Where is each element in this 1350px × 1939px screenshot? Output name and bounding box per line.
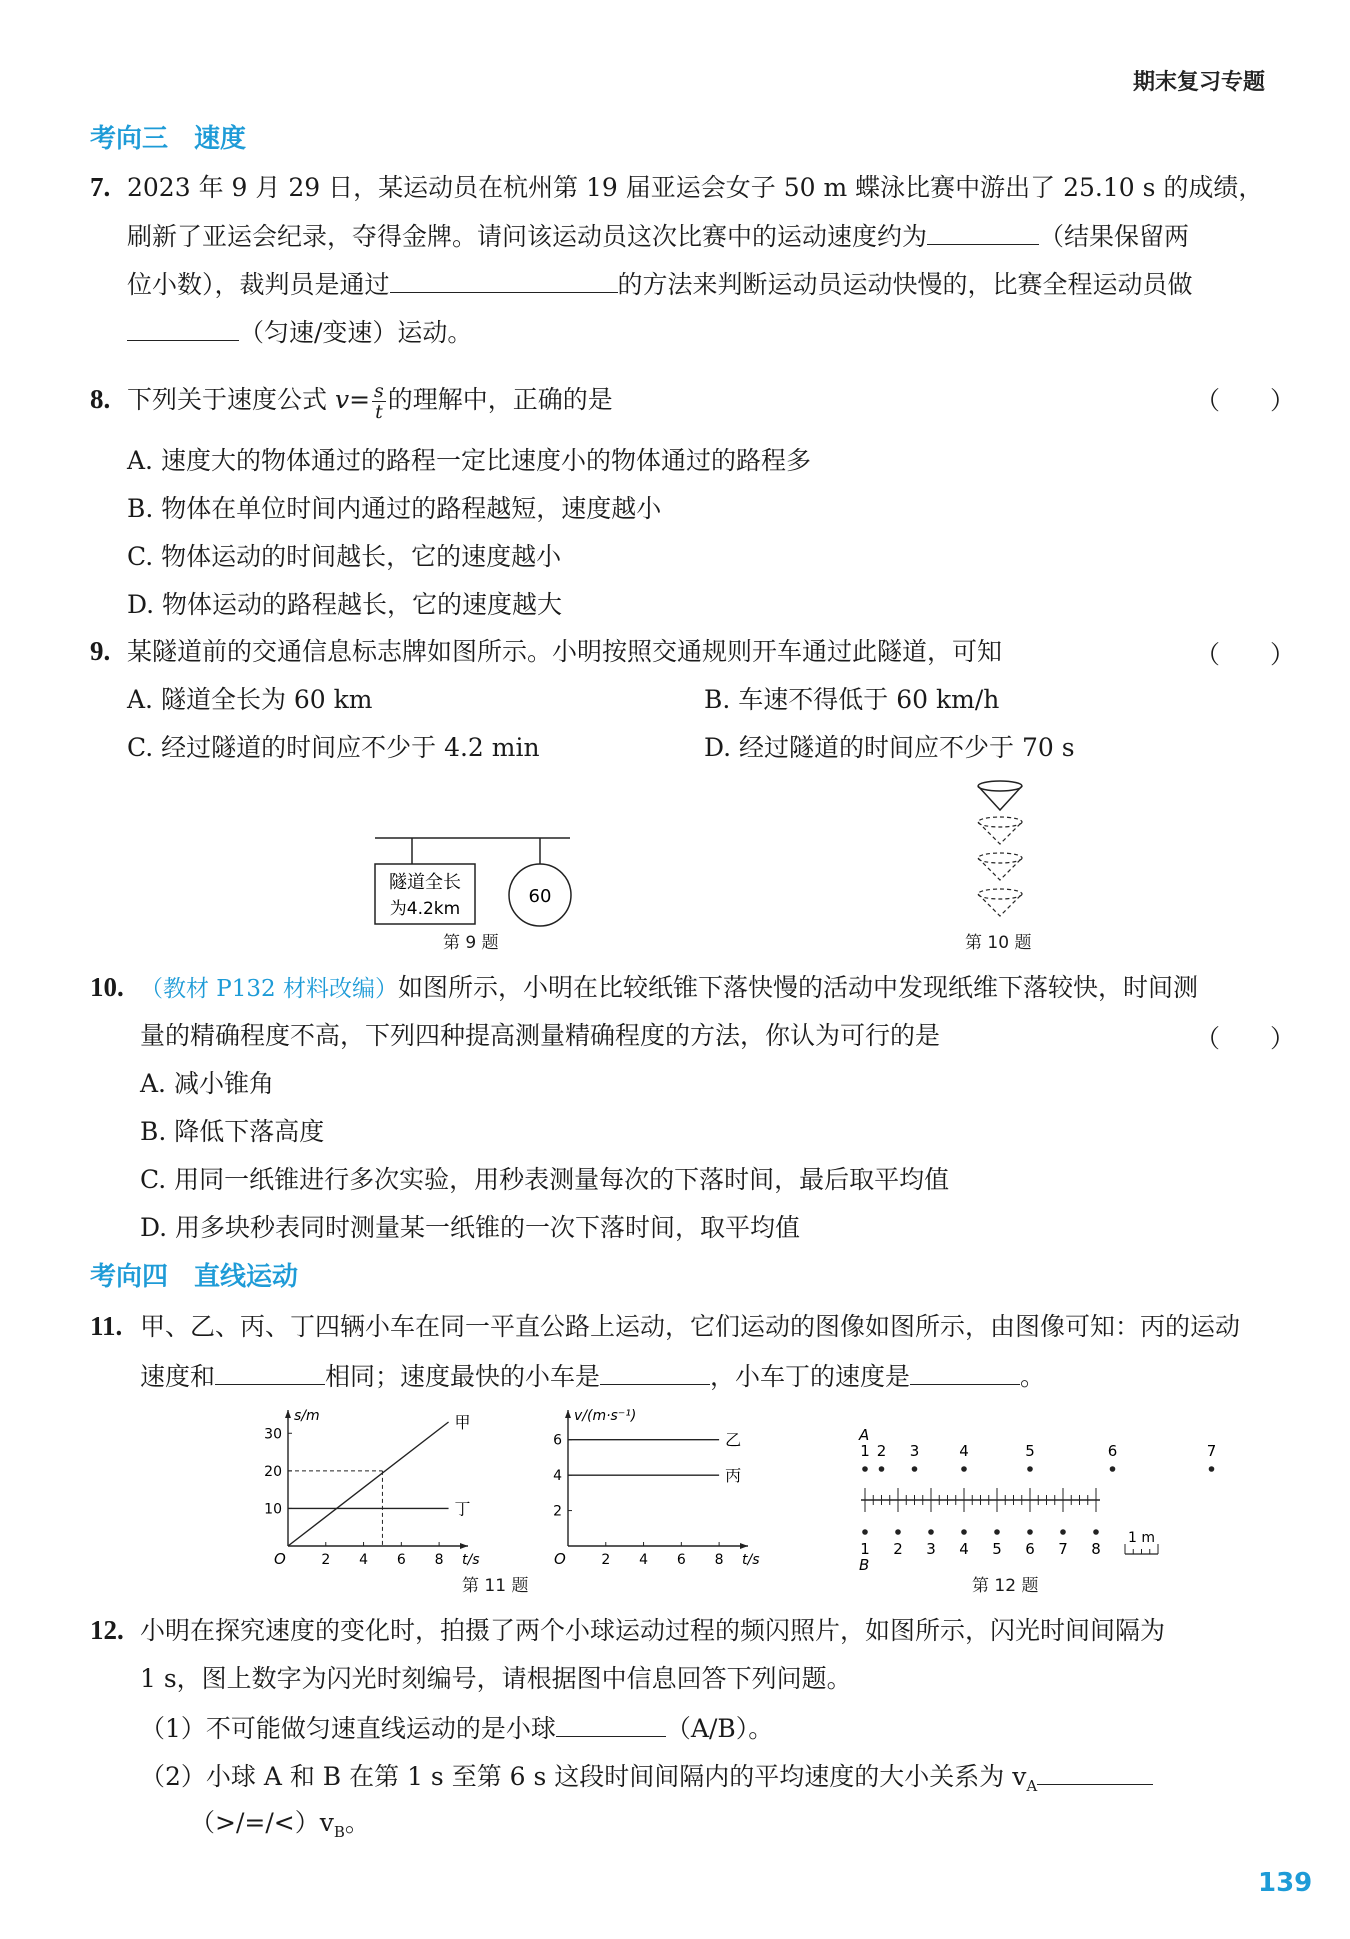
text-run: （>/=/<）v bbox=[190, 1808, 334, 1837]
chart-marks bbox=[568, 1431, 741, 1485]
sign-text: 隧道全长 bbox=[389, 872, 461, 893]
answer-parentheses[interactable]: （ ） bbox=[1195, 1024, 1296, 1053]
ball-b-position bbox=[1060, 1529, 1066, 1535]
option-d[interactable]: D. 用多块秒表同时测量某一纸锥的一次下落时间，取平均值 bbox=[140, 1213, 801, 1242]
question-text: 某隧道前的交通信息标志牌如图所示。小明按照交通规则开车通过此隧道，可知 bbox=[127, 637, 1003, 666]
question-text: 小明在探究速度的变化时，拍摄了两个小球运动过程的频闪照片，如图所示，闪光时间间隔为 bbox=[140, 1616, 1166, 1645]
paper-cone bbox=[978, 781, 1022, 791]
text-run: 速度和 bbox=[140, 1362, 216, 1391]
sign-text: 为4.2km bbox=[389, 899, 461, 919]
series-label: 丁 bbox=[454, 1499, 471, 1519]
flash-number-b: 4 bbox=[959, 1540, 969, 1558]
answer-blank[interactable] bbox=[556, 1710, 666, 1737]
fraction-numerator: s bbox=[374, 380, 384, 402]
option-b[interactable]: B. 物体在单位时间内通过的路程越短，速度越小 bbox=[127, 494, 662, 523]
question-text: 量的精确程度不高，下列四种提高测量精确程度的方法，你认为可行的是 bbox=[140, 1021, 941, 1050]
flash-number-a: 6 bbox=[1107, 1442, 1118, 1460]
x-tick-label: 2 bbox=[321, 1552, 331, 1568]
section-title-linear-motion: 考向四 直线运动 bbox=[90, 1262, 299, 1292]
text-run: （A/B）。 bbox=[665, 1714, 774, 1743]
fraction-denominator: t bbox=[375, 401, 383, 423]
formula-fraction bbox=[372, 381, 386, 422]
option-b[interactable]: B. 车速不得低于 60 km/h bbox=[704, 685, 1000, 714]
paper-cone-figure bbox=[965, 776, 1035, 924]
answer-blank[interactable] bbox=[127, 314, 239, 341]
text-run: 位小数），裁判员是通过 bbox=[127, 270, 390, 299]
question-text: 2023 年 9 月 29 日，某运动员在杭州第 19 届亚运会女子 50 m 蝶泳比赛中游出了 25.10 s 的成绩， bbox=[127, 173, 1264, 202]
header-title: 期末复习专题 bbox=[1133, 70, 1266, 95]
text-run: （匀速/变速）运动。 bbox=[239, 318, 473, 347]
question-number: 8. bbox=[90, 384, 111, 414]
option-b[interactable]: B. 降低下落高度 bbox=[140, 1117, 325, 1146]
question-number: 11. bbox=[90, 1311, 123, 1341]
v-t-chart bbox=[520, 1408, 770, 1578]
y-tick-label: 4 bbox=[553, 1468, 562, 1485]
ball-b-position bbox=[961, 1529, 967, 1535]
option-d[interactable]: D. 物体运动的路程越长，它的速度越大 bbox=[127, 590, 563, 619]
ball-b-position bbox=[1093, 1529, 1099, 1535]
x-tick-label: 2 bbox=[601, 1552, 611, 1568]
flash-number-a: 7 bbox=[1206, 1442, 1217, 1460]
question-text bbox=[127, 370, 613, 430]
option-c[interactable]: C. 用同一纸锥进行多次实验，用秒表测量每次的下落时间，最后取平均值 bbox=[140, 1165, 950, 1194]
question-text bbox=[140, 971, 1198, 1006]
option-d[interactable]: D. 经过隧道的时间应不少于 70 s bbox=[704, 733, 1075, 762]
x-axis-arrow bbox=[460, 1543, 468, 1549]
page-number: 139 bbox=[1258, 1868, 1313, 1898]
text-run: 刷新了亚运会纪录，夺得金牌。请问该运动员这次比赛中的运动速度约为 bbox=[127, 222, 928, 251]
text-run: （结果保留两 bbox=[1039, 222, 1190, 251]
text-run: 的方法来判断运动员运动快慢的，比赛全程运动员做 bbox=[617, 270, 1193, 299]
x-axis-label: t/s bbox=[742, 1552, 760, 1568]
answer-parentheses[interactable]: （ ） bbox=[1195, 640, 1296, 669]
series-line-甲 bbox=[288, 1422, 449, 1546]
ball-a-position bbox=[912, 1466, 918, 1472]
question-text bbox=[140, 1358, 1045, 1394]
option-a[interactable]: A. 减小锥角 bbox=[140, 1069, 274, 1098]
flash-number-a: 3 bbox=[909, 1442, 920, 1460]
y-axis-arrow bbox=[285, 1410, 291, 1418]
ball-a-position bbox=[961, 1466, 967, 1472]
x-tick-label: 8 bbox=[434, 1552, 444, 1568]
ball-b-position bbox=[928, 1529, 934, 1535]
x-tick-label: 4 bbox=[639, 1552, 649, 1568]
tunnel-sign-figure bbox=[360, 826, 580, 938]
flash-number-a: 2 bbox=[876, 1442, 887, 1460]
question-number: 9. bbox=[90, 636, 111, 666]
option-a[interactable]: A. 隧道全长为 60 km bbox=[127, 685, 373, 714]
figure-caption: 第 10 题 bbox=[965, 933, 1032, 953]
ball-b-position bbox=[1027, 1529, 1033, 1535]
x-axis-label: t/s bbox=[462, 1552, 480, 1568]
series-label: 乙 bbox=[725, 1430, 742, 1450]
flash-number-b: 5 bbox=[992, 1540, 1002, 1558]
question-number: 10. bbox=[90, 972, 124, 1002]
speed-limit-value: 60 bbox=[528, 886, 552, 907]
option-c[interactable]: C. 物体运动的时间越长，它的速度越小 bbox=[127, 542, 562, 571]
flash-number-a: 1 bbox=[860, 1442, 870, 1460]
ball-a-position bbox=[1027, 1466, 1033, 1472]
figure-caption: 第 12 题 bbox=[972, 1576, 1039, 1596]
ball-b-position bbox=[994, 1529, 1000, 1535]
ball-a-position bbox=[862, 1466, 868, 1472]
sub-question-2 bbox=[140, 1758, 1153, 1803]
text-run: 如图所示，小明在比较纸锥下落快慢的活动中发现纸维下落较快，时间测 bbox=[398, 973, 1199, 1002]
ball-b-label: B bbox=[859, 1556, 870, 1574]
series-label: 丙 bbox=[725, 1466, 742, 1486]
answer-blank[interactable] bbox=[927, 218, 1039, 245]
answer-blank[interactable] bbox=[910, 1358, 1020, 1385]
ball-a-label: A bbox=[859, 1426, 870, 1444]
flash-number-b: 8 bbox=[1091, 1540, 1101, 1558]
s-t-chart bbox=[240, 1408, 490, 1578]
y-tick-label: 2 bbox=[553, 1503, 562, 1520]
ball-a-position bbox=[1209, 1466, 1215, 1472]
ball-a-position bbox=[879, 1466, 885, 1472]
y-tick-label: 6 bbox=[553, 1432, 562, 1449]
question-text bbox=[127, 314, 472, 350]
cone-trace bbox=[978, 817, 1022, 916]
y-tick-label: 10 bbox=[264, 1501, 282, 1518]
formula-variable: v bbox=[334, 385, 350, 414]
answer-blank[interactable] bbox=[600, 1358, 710, 1385]
flash-number-b: 7 bbox=[1058, 1540, 1068, 1558]
answer-blank[interactable] bbox=[215, 1358, 325, 1385]
y-axis-arrow bbox=[565, 1410, 571, 1418]
x-axis-arrow bbox=[740, 1543, 748, 1549]
text-run: （2）小球 A 和 B 在第 1 s 至第 6 s 这段时间间隔内的平均速度的大小关系为 v bbox=[140, 1762, 1027, 1791]
text-run: ，小车丁的速度是 bbox=[710, 1362, 911, 1391]
chart-marks bbox=[288, 1413, 471, 1546]
question-text: 甲、乙、丙、丁四辆小车在同一平直公路上运动，它们运动的图像如图所示，由图像可知：丙的运动 bbox=[140, 1312, 1241, 1341]
question-number: 7. bbox=[90, 172, 111, 202]
flash-number-b: 3 bbox=[926, 1540, 936, 1558]
flash-number-b: 2 bbox=[893, 1540, 903, 1558]
subscript: B bbox=[333, 1823, 345, 1841]
scale-label: 1 m bbox=[1128, 1530, 1155, 1546]
x-tick-label: 4 bbox=[359, 1552, 369, 1568]
answer-blank[interactable] bbox=[390, 266, 618, 293]
sub-question-1 bbox=[140, 1710, 773, 1746]
sub-question-2-cont bbox=[190, 1806, 370, 1849]
question-text bbox=[127, 218, 1189, 254]
textbook-source: （教材 P132 材料改编） bbox=[140, 976, 398, 1002]
flash-number-a: 5 bbox=[1025, 1442, 1035, 1460]
text-run: 的理解中，正确的是 bbox=[387, 385, 613, 414]
question-text: 1 s，图上数字为闪光时刻编号，请根据图中信息回答下列问题。 bbox=[140, 1664, 852, 1693]
strobe-photo-figure bbox=[845, 1426, 1217, 1574]
text-run: 下列关于速度公式 bbox=[127, 385, 335, 414]
y-tick-label: 30 bbox=[264, 1426, 282, 1443]
figure-caption: 第 9 题 bbox=[443, 933, 499, 953]
ball-b-position bbox=[895, 1529, 901, 1535]
x-tick-label: 6 bbox=[396, 1552, 406, 1568]
question-text bbox=[127, 266, 1193, 302]
text-run: 。 bbox=[1020, 1362, 1046, 1391]
text-run: 。 bbox=[344, 1808, 370, 1837]
ball-a-position bbox=[1110, 1466, 1116, 1472]
flash-number-a: 4 bbox=[959, 1442, 969, 1460]
flash-number-b: 6 bbox=[1025, 1540, 1035, 1558]
ball-b-position bbox=[862, 1529, 868, 1535]
question-number: 12. bbox=[90, 1615, 124, 1645]
flash-number-b: 1 bbox=[860, 1540, 870, 1558]
series-label: 甲 bbox=[454, 1413, 471, 1432]
y-axis-label: v/(m·s⁻¹) bbox=[574, 1408, 637, 1424]
answer-parentheses[interactable]: （ ） bbox=[1195, 386, 1296, 415]
figure-caption: 第 11 题 bbox=[462, 1576, 529, 1596]
y-tick-label: 20 bbox=[264, 1463, 282, 1480]
section-title-speed: 考向三 速度 bbox=[90, 124, 247, 154]
y-axis-label: s/m bbox=[294, 1408, 320, 1424]
x-tick-label: 8 bbox=[714, 1552, 724, 1568]
option-c[interactable]: C. 经过隧道的时间应不少于 4.2 min bbox=[127, 733, 540, 762]
chart-axes bbox=[264, 1408, 479, 1568]
answer-blank[interactable] bbox=[1037, 1758, 1153, 1785]
option-a[interactable]: A. 速度大的物体通过的路程一定比速度小的物体通过的路程多 bbox=[127, 446, 811, 475]
x-tick-label: 6 bbox=[676, 1552, 686, 1568]
origin-label: O bbox=[554, 1550, 566, 1568]
formula-equals: = bbox=[349, 385, 371, 414]
text-run: （1）不可能做匀速直线运动的是小球 bbox=[140, 1714, 556, 1743]
origin-label: O bbox=[274, 1550, 286, 1568]
subscript: A bbox=[1026, 1777, 1038, 1795]
text-run: 相同；速度最快的小车是 bbox=[325, 1362, 601, 1391]
